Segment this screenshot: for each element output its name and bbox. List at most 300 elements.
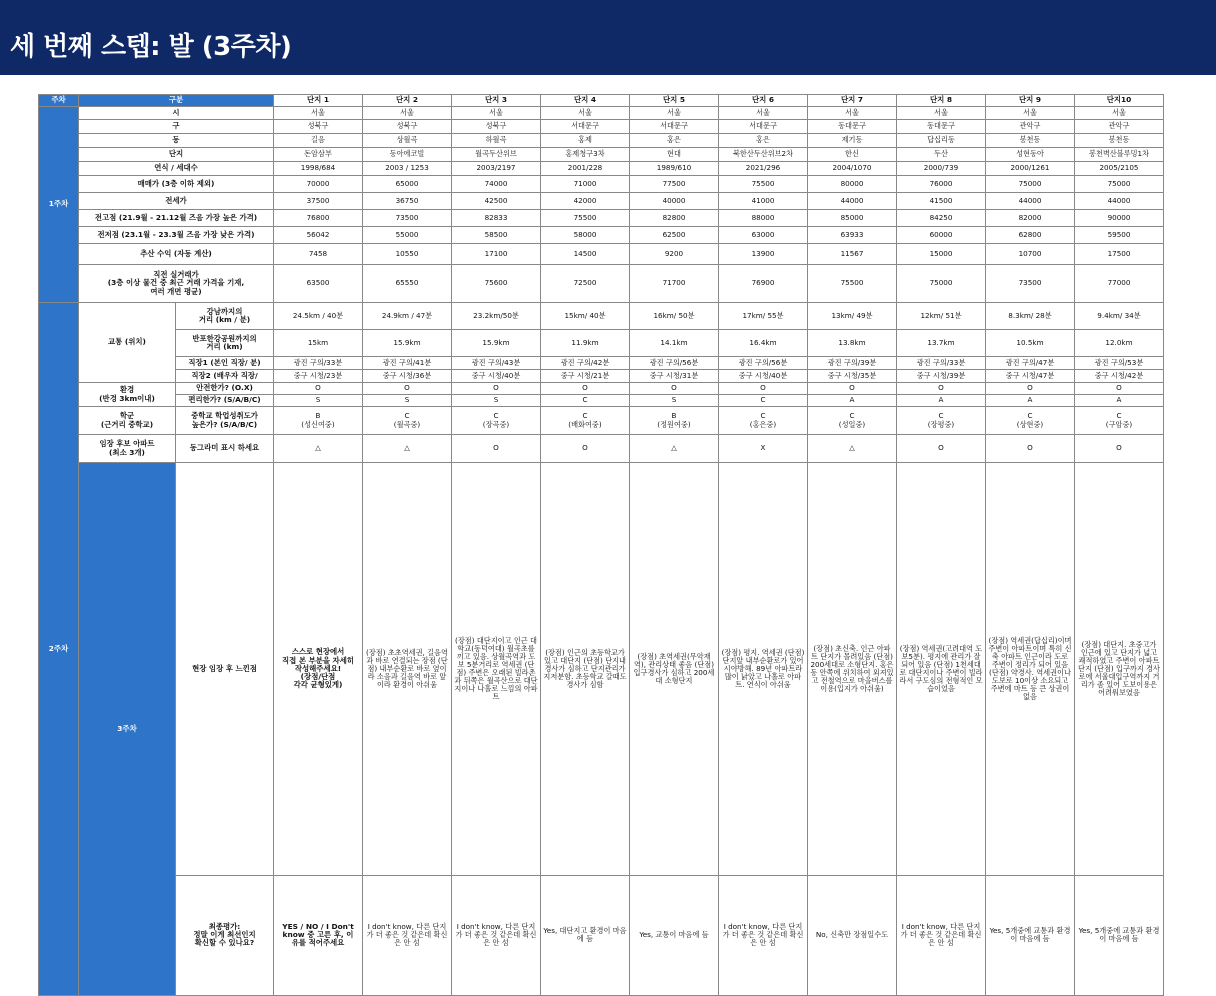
cell-line: C	[760, 411, 766, 421]
value-cell: 82000	[986, 210, 1075, 227]
cell-line: (최소 3개)	[109, 447, 145, 457]
value-cell: 홍제	[541, 134, 630, 148]
value-cell: 관악구	[1075, 120, 1164, 134]
week-1-label: 1주차	[39, 107, 79, 303]
value-cell: 광진 구의/33분	[897, 357, 986, 370]
value-cell: 15km	[274, 330, 363, 357]
impression-cell: (장점) 초역세권(무악재역), 관리상태 좋음 (단점) 입구경사가 심하고 200세대 소형단지	[630, 463, 719, 876]
value-cell: O	[808, 383, 897, 395]
value-cell: 75000	[1075, 176, 1164, 193]
value-cell: 돈암삼부	[274, 148, 363, 162]
row-high	[39, 210, 1164, 227]
value-cell: 63000	[719, 227, 808, 244]
row-label: 전고점 (21.9월 - 21.12월 즈음 가장 높은 가격)	[79, 210, 274, 227]
value-cell: 중구 시청/36분	[363, 370, 452, 383]
cell-line: 환경	[119, 385, 135, 395]
value-cell: 봉천동	[1075, 134, 1164, 148]
value-cell: 서울	[452, 107, 541, 120]
value-cell: 44000	[986, 193, 1075, 210]
value-cell: 월곡두산위브	[452, 148, 541, 162]
value-cell: 23.2km/50분	[452, 303, 541, 330]
final-cell: Yes, 5개중에 교통과 환경이 마음에 듬	[1075, 875, 1164, 995]
cell-line: C	[1116, 411, 1122, 421]
value-cell: 서울	[541, 107, 630, 120]
complex-header: 단지 5	[630, 95, 719, 107]
cell-line: 정말 이게 최선인지	[193, 930, 256, 940]
value-cell: 한신	[808, 148, 897, 162]
row-label: 전세가	[79, 193, 274, 210]
value-cell: 성북구	[274, 120, 363, 134]
row-school	[39, 407, 1164, 435]
value-cell: 홍은	[719, 134, 808, 148]
value-cell: 성북구	[452, 120, 541, 134]
complex-header: 단지 7	[808, 95, 897, 107]
value-cell: 75000	[986, 176, 1075, 193]
traffic-label: 교통 (위치)	[79, 303, 176, 383]
value-cell: 동대문구	[897, 120, 986, 134]
impression-label: 현장 임장 후 느낀점	[176, 463, 274, 876]
cell-line: C	[493, 411, 499, 421]
cell-line: (장곡중)	[482, 419, 510, 429]
value-cell: 13900	[719, 244, 808, 265]
cell-line: B	[315, 411, 321, 421]
value-cell: 중구 시청/31분	[630, 370, 719, 383]
value-cell: 12.0km	[1075, 330, 1164, 357]
value-cell: 74000	[452, 176, 541, 193]
cell-line: 학군	[119, 411, 135, 421]
value-cell: 11567	[808, 244, 897, 265]
value-cell: A	[1075, 395, 1164, 407]
row-year	[39, 162, 1164, 176]
value-cell: 60000	[897, 227, 986, 244]
impression-cell: (장점) 대단지이고 인근 대학교(동덕여대) 월곡초를 끼고 있음. 상월곡역과 도보 5분거리로 역세권 (단점) 주변은 오래된 빌라촌과 뒤쪽은 월곡산으로 대단지이나 나홀로 느낌의 아파트	[452, 463, 541, 876]
cell-line: 높은가? (S/A/B/C)	[191, 419, 258, 429]
value-cell: 중구 시청/23분	[274, 370, 363, 383]
cell-line: C	[938, 411, 944, 421]
value-cell: 1989/610	[630, 162, 719, 176]
value-cell: 14.1km	[630, 330, 719, 357]
value-cell: 길음	[274, 134, 363, 148]
value-cell: 75500	[541, 210, 630, 227]
value-cell: 75500	[808, 265, 897, 303]
value-cell: 광진 구의/47분	[986, 357, 1075, 370]
row-label: 추산 수익 (자동 계산)	[79, 244, 274, 265]
value-cell: 40000	[630, 193, 719, 210]
page-header	[0, 0, 1216, 75]
value-cell: O	[630, 383, 719, 395]
value-cell: △	[808, 435, 897, 463]
row-work1	[39, 357, 1164, 370]
sub-label: 직장2 (배우자 직장/	[176, 370, 274, 383]
value-cell: 광진 구의/56분	[719, 357, 808, 370]
cell-line: (장점/단점	[300, 672, 336, 682]
row-label: 전저점 (23.1월 - 23.3월 즈음 가장 낮은 가격)	[79, 227, 274, 244]
value-cell: 현대	[630, 148, 719, 162]
value-cell: O	[1075, 435, 1164, 463]
value-cell: 2003/2197	[452, 162, 541, 176]
complex-header: 단지 8	[897, 95, 986, 107]
cell-line: 작성해주세요!	[294, 663, 342, 673]
value-cell: 42000	[541, 193, 630, 210]
value-cell: 9200	[630, 244, 719, 265]
value-cell: 16km/ 50분	[630, 303, 719, 330]
row-hangang	[39, 330, 1164, 357]
row-gu	[39, 120, 1164, 134]
value-cell: 84250	[897, 210, 986, 227]
value-cell: 동대문구	[808, 120, 897, 134]
sub-label: 직장1 (본인 직장/ 분)	[176, 357, 274, 370]
value-cell: 65550	[363, 265, 452, 303]
value-cell: O	[897, 383, 986, 395]
value-cell: S	[630, 395, 719, 407]
school-cell	[452, 407, 541, 435]
row-label: 매매가 (3층 이하 제외)	[79, 176, 274, 193]
complex-header: 단지 2	[363, 95, 452, 107]
cell-line: 스스로 현장에서	[291, 647, 345, 657]
value-cell: 서울	[986, 107, 1075, 120]
school-cell	[808, 407, 897, 435]
value-cell: 서울	[630, 107, 719, 120]
row-sale	[39, 176, 1164, 193]
value-cell: 59500	[1075, 227, 1164, 244]
final-cell: No, 신축만 장점일수도	[808, 875, 897, 995]
value-cell: 중구 시청/40분	[452, 370, 541, 383]
cell-line: (근거리 중학교)	[100, 419, 154, 429]
row-dong	[39, 134, 1164, 148]
final-cell: Yes, 교통이 마음에 듬	[630, 875, 719, 995]
value-cell: 75000	[897, 265, 986, 303]
cell-line: 유를 적어주세요	[291, 938, 345, 948]
header-row	[39, 95, 1164, 107]
row-label: 동	[79, 134, 274, 148]
value-cell: 7458	[274, 244, 363, 265]
value-cell: 상월곡	[363, 134, 452, 148]
value-cell: 홍제청구3차	[541, 148, 630, 162]
row-low	[39, 227, 1164, 244]
value-cell: 광진 구의/42분	[541, 357, 630, 370]
row-safety	[39, 383, 1164, 395]
sub-label	[274, 875, 363, 995]
final-cell: I don't know, 다른 단지가 더 좋은 것 같은데 확신은 안 섬	[719, 875, 808, 995]
value-cell: S	[274, 395, 363, 407]
value-cell: 2001/228	[541, 162, 630, 176]
value-cell: 15.9km	[363, 330, 452, 357]
value-cell: 서대문구	[541, 120, 630, 134]
value-cell: 17500	[1075, 244, 1164, 265]
value-cell: 중구 시청/40분	[719, 370, 808, 383]
value-cell: 9.4km/ 34분	[1075, 303, 1164, 330]
impression-cell: (장점) 역세권(답십리)이며 주변이 아파트이며 특히 신축 아파트 인근이라 도로 주변이 정리가 되어 있음 (단점) 약경사. 역세권이나 도보로 10이상 소요되고 주변에 마트 등 큰 상권이 없음	[986, 463, 1075, 876]
value-cell: S	[363, 395, 452, 407]
cell-line: (성일중)	[838, 419, 866, 429]
school-cell	[541, 407, 630, 435]
value-cell: 중구 시청/21분	[541, 370, 630, 383]
final-label	[176, 875, 274, 995]
row-label	[79, 265, 274, 303]
row-profit	[39, 244, 1164, 265]
cell-line: 중학교 학업성취도가	[191, 411, 258, 421]
cell-line: C	[404, 411, 410, 421]
value-cell: O	[719, 383, 808, 395]
value-cell: 제기동	[808, 134, 897, 148]
value-cell: 73500	[363, 210, 452, 227]
cell-line: (월곡중)	[393, 419, 421, 429]
row-label: 연식 / 세대수	[79, 162, 274, 176]
value-cell: 16.4km	[719, 330, 808, 357]
value-cell: 77500	[630, 176, 719, 193]
value-cell: △	[630, 435, 719, 463]
school-cell	[363, 407, 452, 435]
value-cell: 봉천벽산블루밍1차	[1075, 148, 1164, 162]
value-cell: O	[452, 383, 541, 395]
cell-line: 반포한강공원까지의	[192, 333, 257, 343]
cell-line: B	[671, 411, 677, 421]
value-cell: 2005/2105	[1075, 162, 1164, 176]
value-cell: 44000	[1075, 193, 1164, 210]
value-cell: O	[541, 435, 630, 463]
cell-line: (상현중)	[1016, 419, 1044, 429]
final-cell: I don't know, 다른 단지가 더 좋은 것 같은데 확신은 안 섬	[363, 875, 452, 995]
final-cell: I don't know, 다른 단지가 더 좋은 것 같은데 확신은 안 섬	[897, 875, 986, 995]
value-cell: O	[1075, 383, 1164, 395]
sub-label: 편리한가? (S/A/B/C)	[176, 395, 274, 407]
value-cell: 서대문구	[630, 120, 719, 134]
cell-line: 임장 후보 아파트	[99, 439, 155, 449]
row-label: 구	[79, 120, 274, 134]
value-cell: 중구 시청/35분	[808, 370, 897, 383]
cell-line: 거리 (km / 분)	[198, 315, 251, 324]
value-cell: 73500	[986, 265, 1075, 303]
apartment-comparison-table	[38, 94, 1164, 996]
cell-line: 최종평가:	[208, 921, 241, 931]
value-cell: 서울	[274, 107, 363, 120]
row-final	[39, 875, 1164, 995]
impression-cell: (장점) 역세권(고려대역 도보5분). 평지에 관리가 잘되어 있음 (단점) 1천세대로 대단지이나 주변이 빌라라서 구도심의 전형적인 모습이었음	[897, 463, 986, 876]
complex-header: 단지 1	[274, 95, 363, 107]
value-cell: 71700	[630, 265, 719, 303]
value-cell: 서울	[897, 107, 986, 120]
sub-label: 안전한가? (O.X)	[176, 383, 274, 395]
complex-header: 단지 3	[452, 95, 541, 107]
value-cell: O	[986, 435, 1075, 463]
value-cell: 15km/ 40분	[541, 303, 630, 330]
sub-label	[274, 463, 363, 876]
school-cell	[630, 407, 719, 435]
value-cell: 13.8km	[808, 330, 897, 357]
value-cell: 82800	[630, 210, 719, 227]
value-cell: 75500	[719, 176, 808, 193]
row-label: 시	[79, 107, 274, 120]
row-gangnam	[39, 303, 1164, 330]
value-cell: 24.9km / 47분	[363, 303, 452, 330]
week-header: 주차	[39, 95, 79, 107]
final-cell: I don't know, 다른 단지가 더 좋은 것 같은데 확신은 안 섬	[452, 875, 541, 995]
row-impression	[39, 463, 1164, 876]
page-title: 세 번째 스텝: 발 (3주차)	[10, 32, 292, 62]
cell-line: C	[1027, 411, 1033, 421]
week-3-label: 3주차	[79, 463, 176, 996]
value-cell: A	[808, 395, 897, 407]
value-cell: △	[363, 435, 452, 463]
value-cell: 76000	[897, 176, 986, 193]
school-cell	[897, 407, 986, 435]
complex-header: 단지 9	[986, 95, 1075, 107]
value-cell: 관악구	[986, 120, 1075, 134]
value-cell: 10700	[986, 244, 1075, 265]
value-cell: 15000	[897, 244, 986, 265]
value-cell: 37500	[274, 193, 363, 210]
final-cell: Yes, 5개중에 교통과 환경이 마음에 듬	[986, 875, 1075, 995]
value-cell: 동아에코빌	[363, 148, 452, 162]
value-cell: 63500	[274, 265, 363, 303]
value-cell: 11.9km	[541, 330, 630, 357]
value-cell: 성북구	[363, 120, 452, 134]
value-cell: 75600	[452, 265, 541, 303]
value-cell: 42500	[452, 193, 541, 210]
value-cell: 홍은	[630, 134, 719, 148]
value-cell: 두산	[897, 148, 986, 162]
school-cell	[719, 407, 808, 435]
value-cell: S	[452, 395, 541, 407]
complex-header: 단지10	[1075, 95, 1164, 107]
cell-line: (정원여중)	[657, 419, 691, 429]
impression-cell: (장점) 초초역세권, 길음역과 바로 연결되는 장점 (단점) 내부순환로 바로 옆이라 소음과 길음역 바로 앞이라 환경이 아쉬움	[363, 463, 452, 876]
value-cell: O	[897, 435, 986, 463]
value-cell: C	[719, 395, 808, 407]
value-cell: O	[452, 435, 541, 463]
impression-cell: (장점) 평지. 역세권 (단점) 단지앞 내부순환로가 있어 시야방해. 89년 아파트라 많이 낡았고 나홀로 아파트. 연식이 아쉬움	[719, 463, 808, 876]
sub-label: 동그라미 표시 하세요	[176, 435, 274, 463]
value-cell: 41000	[719, 193, 808, 210]
value-cell: 2021/296	[719, 162, 808, 176]
cell-line: 직전 실거래가	[153, 270, 199, 280]
sub-label	[176, 303, 274, 330]
value-cell: 44000	[808, 193, 897, 210]
sub-label	[176, 330, 274, 357]
value-cell: 10.5km	[986, 330, 1075, 357]
impression-cell: (장점) 초신축. 인근 아파트 단지가 몰려있음 (단점) 200세대로 소형단지. 홍은동 안쪽에 위치하여 외져있고 전철역으로 마을버스를 이용(입지가 아쉬움)	[808, 463, 897, 876]
value-cell: 56042	[274, 227, 363, 244]
cell-line: YES / NO / I Don't	[282, 921, 354, 931]
impression-cell: (장점) 인근의 초등학교가 있고 대단지 (단점) 단지내 경사가 심하고 단지관리가 지저분함. 초등학교 갈때도 경사가 심함	[541, 463, 630, 876]
cell-line: (배화여중)	[568, 419, 602, 429]
value-cell: 광진 구의/39분	[808, 357, 897, 370]
value-cell: 중구 시청/42분	[1075, 370, 1164, 383]
value-cell: 82833	[452, 210, 541, 227]
value-cell: 41500	[897, 193, 986, 210]
cell-line: (홍은중)	[749, 419, 777, 429]
cell-line: (성신여중)	[301, 419, 335, 429]
value-cell: 중구 시청/47분	[986, 370, 1075, 383]
cell-line: (구암중)	[1105, 419, 1133, 429]
value-cell: △	[274, 435, 363, 463]
value-cell: 하월곡	[452, 134, 541, 148]
value-cell: X	[719, 435, 808, 463]
row-si	[39, 107, 1164, 120]
school-cell	[274, 407, 363, 435]
value-cell: 8.3km/ 28분	[986, 303, 1075, 330]
cell-line: 거리 (km)	[206, 342, 243, 351]
cell-line: 확신할 수 있나요?	[194, 938, 255, 948]
impression-cell: (장점) 대단지. 초중고가 인근에 있고 단지가 넓고 쾌적하였고 주변이 아파트단지 (단점) 입구까지 경사로에 서울대입구역까지 거리가 좀 있어 도보이용은 어려워보였음	[1075, 463, 1164, 876]
cell-line: 직접 본 부분을 자세히	[282, 655, 354, 665]
value-cell: C	[541, 395, 630, 407]
cell-line: (장평중)	[927, 419, 955, 429]
row-convenience	[39, 395, 1164, 407]
value-cell: 17km/ 55분	[719, 303, 808, 330]
cell-line: (3층 이상 물건 중 최근 거래 가격을 기재,	[107, 278, 245, 288]
value-cell: 58000	[541, 227, 630, 244]
school-label	[79, 407, 176, 435]
value-cell: 서울	[1075, 107, 1164, 120]
value-cell: A	[986, 395, 1075, 407]
value-cell: 72500	[541, 265, 630, 303]
row-jeonse	[39, 193, 1164, 210]
value-cell: 65000	[363, 176, 452, 193]
value-cell: 80000	[808, 176, 897, 193]
cell-line: C	[582, 411, 588, 421]
value-cell: 중구 시청/39분	[897, 370, 986, 383]
value-cell: 서울	[808, 107, 897, 120]
cell-line: 각각 균형있게)	[293, 680, 343, 690]
value-cell: 58500	[452, 227, 541, 244]
value-cell: 2000/1261	[986, 162, 1075, 176]
value-cell: 성현동아	[986, 148, 1075, 162]
value-cell: 62500	[630, 227, 719, 244]
row-work2	[39, 370, 1164, 383]
value-cell: 90000	[1075, 210, 1164, 227]
complex-header: 단지 4	[541, 95, 630, 107]
value-cell: 10550	[363, 244, 452, 265]
row-danji	[39, 148, 1164, 162]
value-cell: 광진 구의/56분	[630, 357, 719, 370]
cell-line: know 중 고른 후, 이	[282, 930, 354, 940]
value-cell: 광진 구의/33분	[274, 357, 363, 370]
value-cell: 71000	[541, 176, 630, 193]
value-cell: O	[363, 383, 452, 395]
value-cell: 2003 / 1253	[363, 162, 452, 176]
value-cell: 봉천동	[986, 134, 1075, 148]
value-cell: O	[541, 383, 630, 395]
value-cell: 77000	[1075, 265, 1164, 303]
school-cell	[1075, 407, 1164, 435]
value-cell: 서대문구	[719, 120, 808, 134]
value-cell: 63933	[808, 227, 897, 244]
value-cell: 24.5km / 40분	[274, 303, 363, 330]
value-cell: A	[897, 395, 986, 407]
value-cell: 85000	[808, 210, 897, 227]
value-cell: O	[986, 383, 1075, 395]
value-cell: 55000	[363, 227, 452, 244]
complex-header: 단지 6	[719, 95, 808, 107]
value-cell: 62800	[986, 227, 1075, 244]
value-cell: 서울	[363, 107, 452, 120]
value-cell: 2004/1070	[808, 162, 897, 176]
value-cell: 15.9km	[452, 330, 541, 357]
value-cell: 13.7km	[897, 330, 986, 357]
value-cell: 76900	[719, 265, 808, 303]
value-cell: 2000/739	[897, 162, 986, 176]
value-cell: 17100	[452, 244, 541, 265]
value-cell: 13km/ 49분	[808, 303, 897, 330]
value-cell: O	[274, 383, 363, 395]
value-cell: 1998/684	[274, 162, 363, 176]
sub-label	[176, 407, 274, 435]
row-recent	[39, 265, 1164, 303]
value-cell: 북한산두산위브2차	[719, 148, 808, 162]
cell-line: 강남까지의	[206, 306, 243, 316]
value-cell: 70000	[274, 176, 363, 193]
